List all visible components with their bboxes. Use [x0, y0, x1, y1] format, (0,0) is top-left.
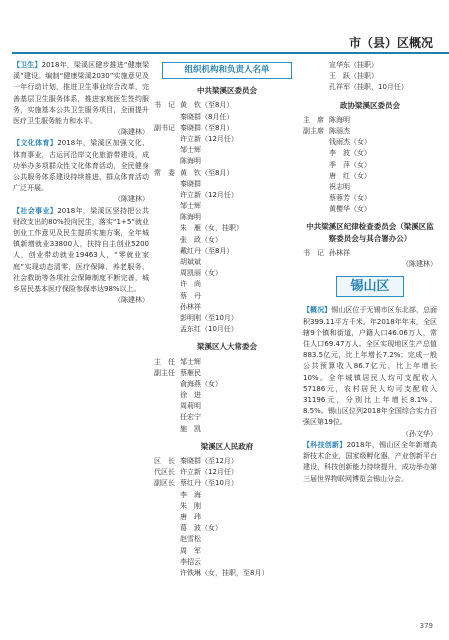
roster-row [303, 137, 437, 148]
roster-name: 张 政（女） [180, 235, 222, 244]
section-tag: 【卫生】 [13, 61, 42, 69]
roster-name: 黄 钦（至8月） [180, 101, 234, 110]
roster-role [154, 257, 180, 268]
roster-row [154, 412, 300, 423]
roster-row [154, 424, 300, 435]
roster-role: 主 席 [303, 115, 324, 124]
paragraph-text: 2018年，锡山区全年新增高新技术企业，国家级孵化器，产业创新平台建设，科技创新能力持续提升，成功举办第三届世界物联网博览会锡山分会。 [303, 440, 437, 483]
paragraph-text: 2018年，梁溪区健步推进“健康梁溪”建设。编制“健康梁溪2030”实施意见及一年行动计划，推进卫生事业综合改革，完善基层卫生服务体系，推进家庭医生签约服务，实施基本公共卫生服务项目，全面提升医疗卫生服务能力和水平。 [13, 61, 149, 126]
roster-row [303, 60, 437, 71]
roster-row [154, 401, 300, 412]
roster-role: 副主席 [303, 126, 324, 135]
roster-name: 黄 钦（至8月） [180, 168, 234, 177]
roster-section-heading: 中共梁溪区委员会 [197, 86, 257, 96]
paragraph [303, 440, 437, 485]
roster-name: 钱雨杰（女） [329, 138, 371, 147]
roster-role [154, 412, 180, 423]
roster-name: 朱 雁（女，挂职） [180, 224, 243, 233]
roster-name: 蔡雁民 [180, 368, 201, 377]
roster-role [154, 134, 180, 145]
county-title: 锡山区 [336, 276, 404, 297]
section-tag: 【科技创新】 [303, 440, 347, 449]
roster-role [303, 71, 329, 82]
roster-role: 主 任 [154, 357, 175, 366]
roster-row [154, 546, 300, 557]
roster-role [154, 112, 180, 123]
roster-role [154, 501, 180, 512]
page-number: 379 [419, 622, 433, 630]
roster-name: 任宏宁 [180, 413, 201, 422]
column-left [13, 60, 149, 306]
roster-name: 邹士辉 [180, 357, 201, 366]
roster-row [154, 100, 300, 111]
roster-row [303, 126, 437, 137]
roster-row [303, 82, 437, 93]
section-tag: 【文化体育】 [13, 139, 58, 148]
roster-role [154, 512, 180, 523]
roster-row [154, 145, 300, 156]
roster-name: 许铁琳（女，挂职，至8月） [180, 568, 269, 577]
roster-name: 李招云 [180, 557, 201, 566]
roster-name: 黄樱华（女） [329, 205, 371, 214]
paragraph-text: 2018年，梁溪区加强文化、体育事业，古运河沿岸文化旅游带建设，成功举办多项群众性文化体育活动，全民健身公共服务体系建设持续推进，群众体育活动广泛开展。 [13, 139, 149, 193]
roster-section-heading: 梁溪区人民政府 [200, 441, 254, 451]
roster-name: 戴红丹（至8月） [180, 246, 234, 255]
roster-name: 陈海明 [180, 157, 201, 166]
paragraph [13, 206, 149, 296]
roster-role [154, 223, 180, 234]
roster-name: 邹士辉 [180, 202, 201, 211]
roster-box-title: 组织机构和负责人名单 [162, 62, 292, 79]
roster-name: 季 萍（女） [329, 160, 371, 169]
roster-name: 唐 红（女） [329, 171, 371, 180]
roster-row [303, 193, 437, 204]
roster-role [154, 568, 180, 579]
roster-row [154, 156, 300, 167]
roster-role [154, 523, 180, 534]
roster-row [154, 123, 300, 134]
roster-name: 许立新（12月任） [180, 134, 238, 143]
roster-row [154, 279, 300, 290]
roster-role [154, 379, 180, 390]
roster-section-heading: 政协梁溪区委员会 [340, 100, 400, 110]
roster-role [154, 279, 180, 290]
roster-row [154, 302, 300, 313]
roster-role [154, 401, 180, 412]
roster-name: 邹士辉 [180, 146, 201, 155]
header-rule [12, 52, 449, 54]
roster-row [303, 160, 437, 171]
roster-row [154, 368, 300, 379]
roster-row [154, 168, 300, 179]
roster-row [154, 268, 300, 279]
roster-name: 李 波（女） [329, 149, 371, 158]
roster-role [303, 193, 329, 204]
section-tag: 【概况】 [303, 306, 332, 315]
section-tag: 【社会事业】 [13, 206, 58, 215]
roster-row [154, 246, 300, 257]
roster-row [303, 148, 437, 159]
roster-row [154, 291, 300, 302]
roster-name: 宣华东（挂职） [329, 61, 378, 69]
roster-name: 周莉明 [180, 402, 201, 411]
roster-name: 孔祥军（挂职，10月任） [329, 83, 408, 92]
roster-role [154, 546, 180, 557]
roster-role: 常 委 [154, 168, 175, 177]
roster-row [154, 179, 300, 190]
roster-role [154, 313, 180, 324]
paragraph [13, 60, 149, 127]
roster-role [154, 324, 180, 335]
roster-role [303, 60, 329, 71]
roster-name: 许立新（12月任） [180, 468, 238, 477]
roster-name: 周 军 [180, 546, 201, 555]
source-attribution: （陈建林） [114, 128, 149, 137]
roster-role: 副书记 [154, 123, 175, 132]
roster-role: 区 长 [154, 457, 175, 466]
roster-row [303, 248, 437, 259]
roster-name: 秦晓群（至8月） [180, 123, 234, 132]
roster-row [154, 112, 300, 123]
roster-role: 副区长 [154, 479, 175, 488]
roster-name: 孟东红（10月任） [180, 325, 238, 334]
roster-role [154, 246, 180, 257]
roster-name: 孙林祥 [180, 302, 201, 311]
roster-row [154, 501, 300, 512]
roster-role [303, 204, 329, 215]
source-attribution: （孙文华） [402, 429, 437, 438]
roster-row [154, 467, 300, 478]
roster-role [154, 268, 180, 279]
source-attribution: （陈建林） [402, 260, 437, 269]
roster-section-heading: 梁溪区人大常委会 [197, 342, 257, 352]
column-right [303, 60, 437, 485]
roster-row [303, 182, 437, 193]
roster-name: 蔡蓉芳（女） [329, 194, 371, 203]
roster-row [154, 379, 300, 390]
roster-row [154, 223, 300, 234]
roster-role [154, 190, 180, 201]
roster-row [154, 212, 300, 223]
roster-name: 陈海明 [180, 213, 201, 222]
roster-row [154, 357, 300, 368]
roster-role [154, 557, 180, 568]
paragraph-text: 2018年，梁溪区坚持把公共财政支出的80%投向民生，落实“1+5”就业创业工作意见及民生提质实施方案，全年城镇新增就业33800人，扶持自主创业5200人，创业带动就业19463人，“零就业家庭”实现动态清零，医疗保障、养老服务、社会救助等各项社会保障制度不断完善，城乡居民基本医疗保险参保率达98%以上。 [13, 206, 149, 294]
roster-role: 副主任 [154, 368, 175, 377]
roster-name: 祝志明 [329, 182, 350, 191]
roster-row [154, 568, 300, 579]
roster-name: 赵雪松 [180, 535, 201, 544]
roster-role [303, 137, 329, 148]
roster-name: 孙林祥 [329, 248, 350, 257]
roster-role: 书 记 [303, 248, 324, 257]
roster-name: 唐 玮 [180, 513, 201, 521]
roster-name: 秦晓群（8月任） [180, 112, 234, 121]
roster-name: 李 海 [180, 490, 201, 499]
roster-row [303, 171, 437, 182]
roster-name: 秦晓群（至12月） [180, 457, 238, 466]
roster-role [154, 235, 180, 246]
roster-role: 书 记 [154, 101, 175, 110]
roster-role [154, 534, 180, 545]
roster-row [303, 71, 437, 82]
roster-role [154, 145, 180, 156]
source-attribution: （陈建林） [114, 296, 149, 305]
roster-row [154, 490, 300, 501]
roster-name: 俞海燕（女） [180, 379, 222, 388]
roster-row [154, 257, 300, 268]
roster-row [154, 557, 300, 568]
paragraph [303, 305, 437, 428]
roster-row [154, 134, 300, 145]
roster-role [303, 171, 329, 182]
roster-row [154, 235, 300, 246]
roster-row [154, 201, 300, 212]
roster-row [154, 456, 300, 467]
roster-row [154, 478, 300, 489]
roster-section-heading: 中共梁溪区纪律检查委员会（梁溪区监察委员会与其合署办公） [306, 222, 434, 243]
roster-name: 朱 刚 [180, 501, 201, 510]
roster-role [154, 424, 180, 435]
roster-row [154, 313, 300, 324]
roster-row [154, 523, 300, 534]
roster-row [154, 390, 300, 401]
roster-name: 施 凯 [180, 424, 201, 433]
roster-name: 蔡红丹（至10月） [180, 479, 238, 488]
roster-role [154, 302, 180, 313]
roster-name: 胡斌斌 [180, 258, 201, 267]
roster-name: 陈丽杰 [329, 126, 350, 135]
roster-name: 彭明刚（至10月） [180, 313, 238, 322]
roster-name: 许 尚 [180, 280, 201, 289]
roster-row [154, 190, 300, 201]
paragraph-text: 锡山区位于无锡市区东北部，总面积399.11平方千米。年2018年年末，全区辖9个镇和街道，户籍人口46.06万人，常住人口69.47万人。全区实现地区生产总值883.5亿元，比上年增长7.2%；完成一般公共预算收入86.7亿元，比上年增长10%。全年城镇居民人均可支配收入57186元，农村居民人均可支配收入31196元，分别比上年增长8.1%、8.5%。锡山区位列2018年全国综合实力百强区第19位。 [303, 306, 438, 427]
roster-role [154, 156, 180, 167]
roster-role [154, 291, 180, 302]
roster-role [303, 160, 329, 171]
column-middle [154, 60, 300, 579]
roster-row [303, 204, 437, 215]
roster-name: 周凯丽（女） [180, 269, 222, 278]
roster-name: 许立新（12月任） [180, 190, 238, 199]
roster-role [154, 179, 180, 190]
source-attribution: （陈建林） [114, 195, 149, 204]
roster-role: 代区长 [154, 468, 175, 477]
roster-name: 秦晓群 [180, 179, 201, 188]
paragraph [13, 138, 149, 194]
roster-row [154, 512, 300, 523]
roster-role [303, 182, 329, 193]
roster-row [154, 534, 300, 545]
roster-name: 王 跃（挂职） [329, 72, 378, 81]
roster-name: 陈海明 [329, 115, 350, 124]
roster-name: 葛 波（女） [180, 524, 222, 533]
roster-role [303, 148, 329, 159]
roster-name: 蔡 丹 [180, 291, 201, 300]
roster-role [154, 201, 180, 212]
roster-role [303, 82, 329, 93]
roster-name: 徐 进 [180, 391, 201, 400]
roster-row [154, 324, 300, 335]
roster-role [154, 390, 180, 401]
page-header-title: 市（县）区概况 [345, 34, 437, 51]
roster-role [154, 212, 180, 223]
roster-role [154, 490, 180, 501]
roster-row [303, 115, 437, 126]
